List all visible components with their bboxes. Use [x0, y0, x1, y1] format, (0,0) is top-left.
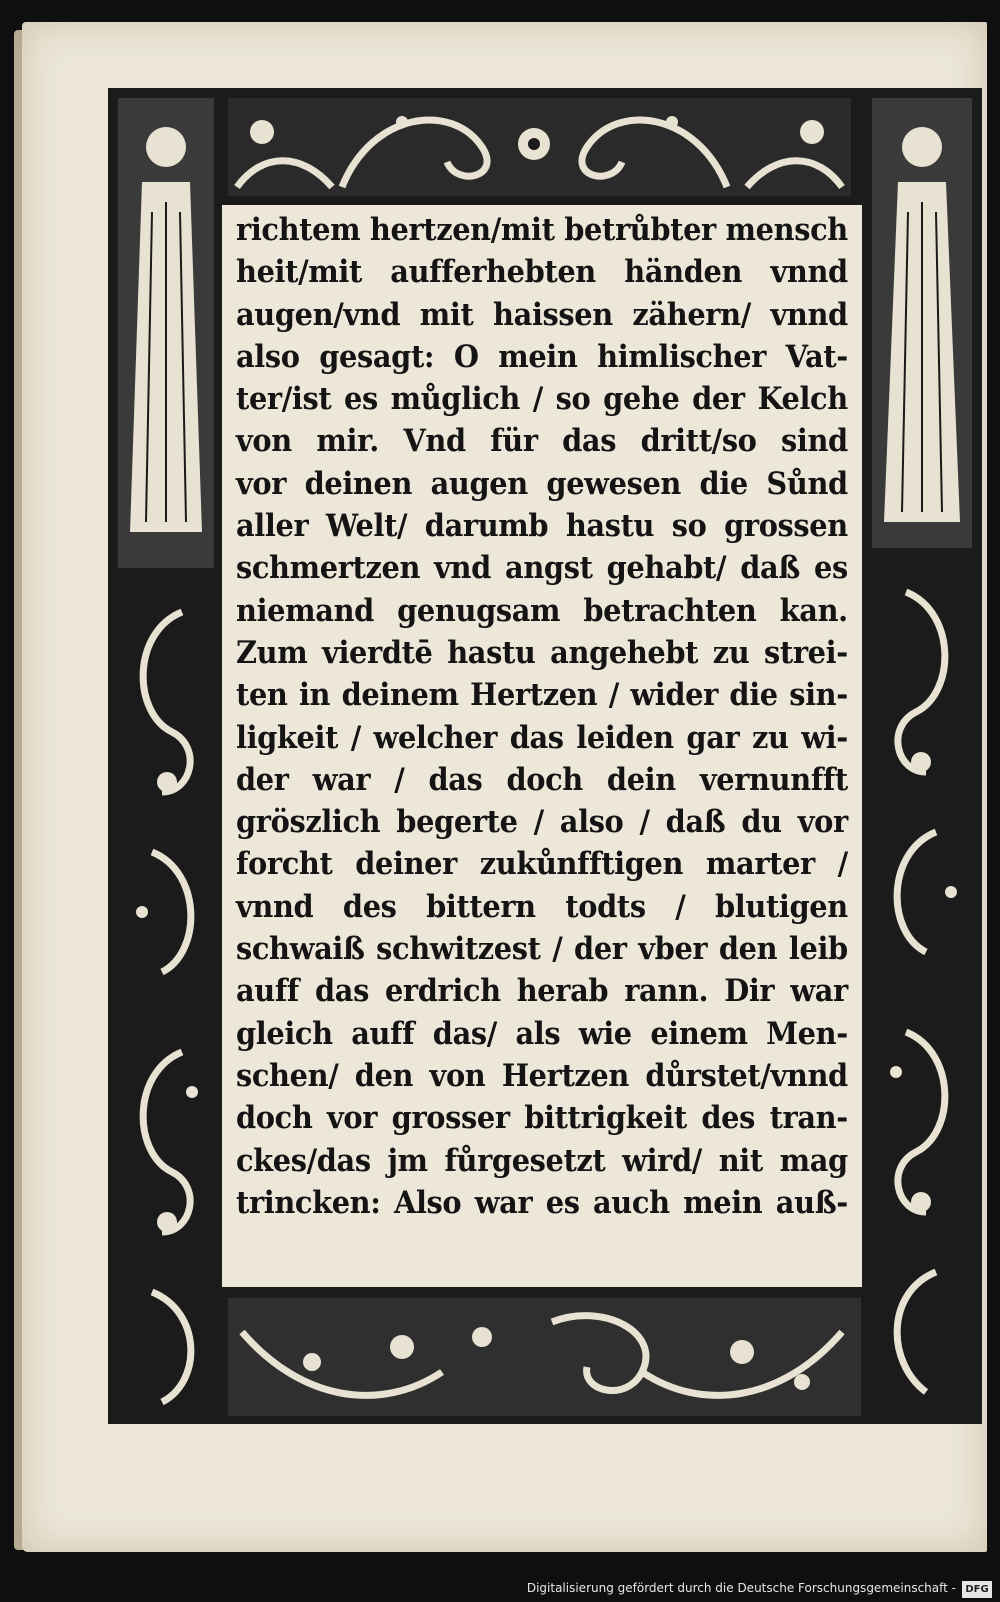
text-line: schwaiß schwitzest / der vber den leib [236, 931, 848, 968]
footer-bar [0, 1578, 1000, 1602]
text-line: ckes/das jm fůrgesetzt wird/ nit mag [236, 1142, 848, 1179]
text-line: ligkeit / welcher das leiden gar zu wi- [236, 719, 848, 756]
text-line: gleich auff das/ als wie einem Men- [236, 1015, 848, 1052]
text-line: schen/ den von Hertzen důrstet/vnnd [236, 1057, 848, 1094]
text-line: heit/mit aufferhebten händen vnnd [236, 254, 848, 291]
text-line: gröszlich begerte / also / daß du vor [236, 804, 848, 841]
text-line: ter/ist es můglich / so gehe der Kelch [236, 381, 848, 418]
text-line: forcht deiner zukůnfftigen marter / [236, 846, 848, 883]
text-line: schmertzen vnd angst gehabt/ daß es [236, 550, 848, 587]
dfg-logo-icon: DFG [962, 1581, 992, 1598]
bottom-border-ornament-icon [222, 1292, 867, 1422]
blackletter-text [236, 209, 848, 1224]
right-border-figure-icon [866, 92, 978, 1422]
text-block [222, 205, 862, 1287]
top-border-ornament-icon [222, 92, 857, 202]
text-line: auff das erdrich herab rann. Dir war [236, 973, 848, 1010]
text-line: richtem hertzen/mit betrůbter mensch [236, 212, 848, 248]
text-line: aller Welt/ darumb hastu so grossen [236, 508, 848, 545]
text-line: trincken: Also war es auch mein auß- [236, 1184, 848, 1221]
text-line: Zum vierdtē hastu angehebt zu strei- [236, 634, 848, 671]
text-line: vnnd des bittern todts / blutigen [236, 888, 848, 925]
text-line: der war / das doch dein vernunfft [236, 761, 848, 798]
text-line: vor deinen augen gewesen die Sůnd [236, 465, 848, 502]
text-line: von mir. Vnd für das dritt/so sind [236, 423, 848, 460]
text-line: ten in deinem Hertzen / wider die sin- [236, 677, 848, 714]
left-border-figure-icon [112, 92, 220, 1422]
text-line: niemand genugsam betrachten kan. [236, 592, 848, 629]
text-line: also gesagt: O mein himlischer Vat- [236, 338, 848, 375]
text-line: doch vor grosser bittrigkeit des tran- [236, 1100, 848, 1137]
digitization-credit: Digitalisierung gefördert durch die Deutsche Forschungsgemeinschaft - [526, 1581, 956, 1595]
text-line: augen/vnd mit haissen zähern/ vnnd [236, 296, 848, 333]
